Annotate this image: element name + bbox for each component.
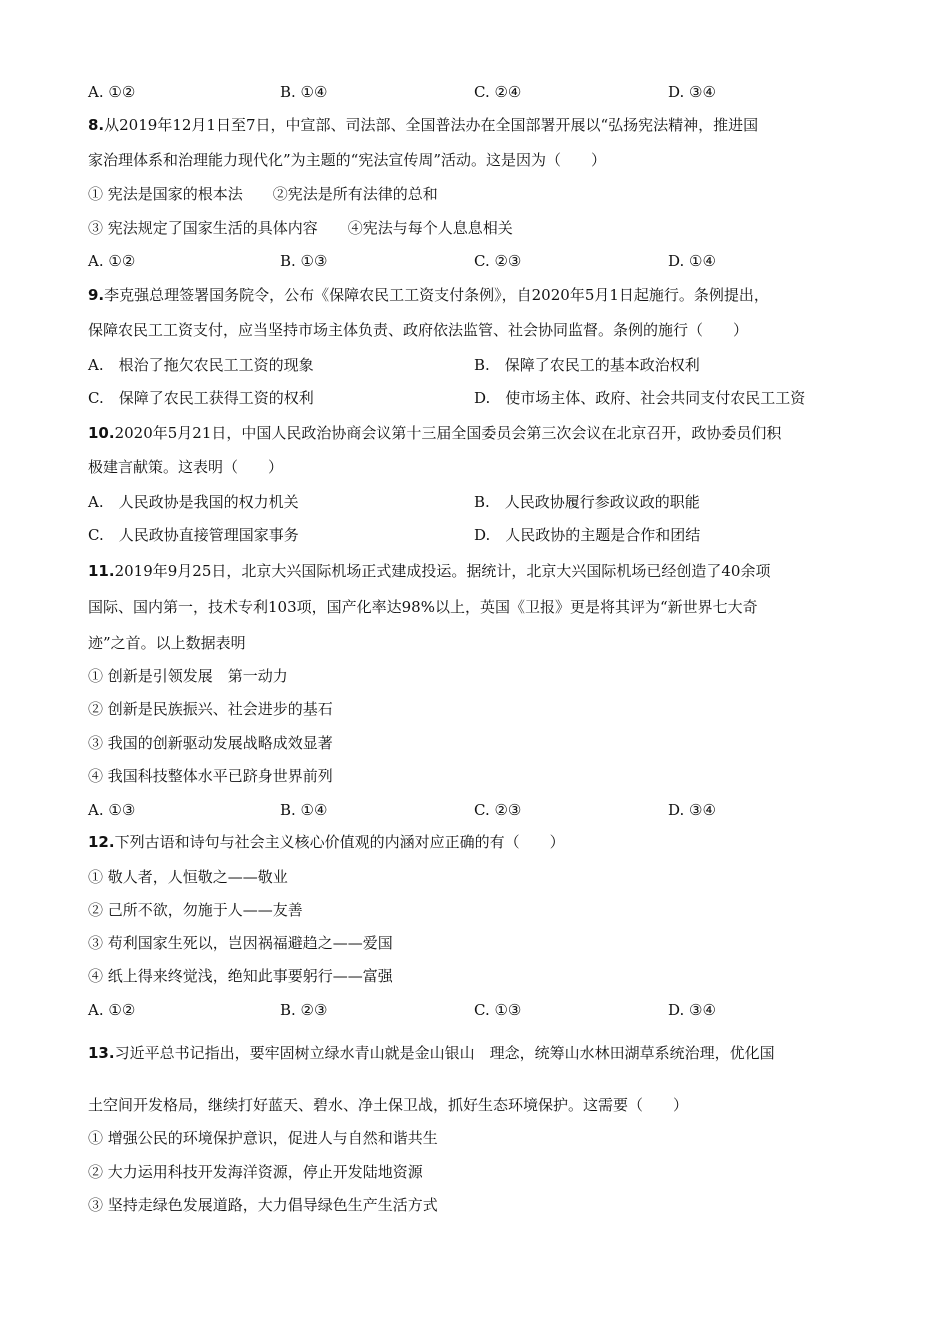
- q10-number: 10.: [88, 424, 115, 442]
- q13-stem-line1: 13.习近平总书记指出，要牢固树立绿水青山就是金山银山 理念，统筹山水林田湖草系统治理，优化国: [88, 1044, 775, 1062]
- q12-statement-3: ③ 苟利国家生死以，岂因祸福避趋之——爱国: [88, 934, 393, 952]
- q13-stem-line2: 土空间开发格局，继续打好蓝天、碧水、净土保卫战，抓好生态环境保护。这需要（ ）: [88, 1096, 689, 1114]
- q8-options: [88, 251, 868, 271]
- q7-options: [88, 82, 868, 102]
- q7-option-c: C. ②④: [474, 83, 522, 101]
- q8-number: 8.: [88, 116, 105, 134]
- q8-option-c: C. ②③: [474, 252, 522, 270]
- q10-option-c: C. 人民政协直接管理国家事务: [88, 526, 299, 544]
- q12-stem-line1: 12.下列古语和诗句与社会主义核心价值观的内涵对应正确的有（ ）: [88, 833, 565, 851]
- q12-statement-4: ④ 纸上得来终觉浅，绝知此事要躬行——富强: [88, 967, 393, 985]
- q12-option-b: B. ②③: [280, 1001, 328, 1019]
- q9-options-row2: [88, 388, 868, 408]
- q9-stem-line1: 9.李克强总理签署国务院令，公布《保障农民工工资支付条例》，自2020年5月1日起施行。条例提出，: [88, 286, 769, 304]
- q10-stem-line1: 10.2020年5月21日，中国人民政治协商会议第十三届全国委员会第三次会议在北京召开，政协委员们积: [88, 424, 782, 442]
- q8-statements-line1: ① 宪法是国家的根本法 ②宪法是所有法律的总和: [88, 185, 438, 203]
- q12-statement-2: ② 己所不欲，勿施于人——友善: [88, 901, 303, 919]
- q11-statement-3: ③ 我国的创新驱动发展战略成效显著: [88, 734, 333, 752]
- q13-statement-3: ③ 坚持走绿色发展道路，大力倡导绿色生产生活方式: [88, 1196, 438, 1214]
- q9-stem-line2: 保障农民工工资支付，应当坚持市场主体负责、政府依法监管、社会协同监督。条例的施行（ ）: [88, 321, 749, 339]
- q12-statement-1: ① 敬人者，人恒敬之——敬业: [88, 868, 288, 886]
- q12-option-d: D. ③④: [668, 1001, 716, 1019]
- q10-option-b: B. 人民政协履行参政议政的职能: [474, 493, 700, 511]
- q11-statement-4: ④ 我国科技整体水平已跻身世界前列: [88, 767, 333, 785]
- q13-number: 13.: [88, 1044, 115, 1062]
- q9-options-row1: [88, 355, 868, 375]
- q10-option-d: D. 人民政协的主题是合作和团结: [474, 526, 701, 544]
- q10-options-row1: [88, 492, 868, 512]
- q13-statement-1: ① 增强公民的环境保护意识，促进人与自然和谐共生: [88, 1129, 438, 1147]
- q11-option-b: B. ①④: [280, 801, 328, 819]
- q11-stem-line2: 国际、国内第一，技术专利103项，国产化率达98%以上，英国《卫报》更是将其评为“新世界七大奇: [88, 598, 758, 616]
- q12-number: 12.: [88, 833, 115, 851]
- q8-stem-line2: 家治理体系和治理能力现代化”为主题的“宪法宣传周”活动。这是因为（ ）: [88, 151, 607, 169]
- q12-options: [88, 1000, 868, 1020]
- q8-option-a: A. ①②: [88, 252, 136, 270]
- q9-option-b: B. 保障了农民工的基本政治权利: [474, 356, 700, 374]
- q11-options: [88, 800, 868, 820]
- q10-options-row2: [88, 525, 868, 545]
- q7-option-d: D. ③④: [668, 83, 716, 101]
- q11-stem-line3: 迹”之首。以上数据表明: [88, 634, 246, 652]
- q8-option-d: D. ①④: [668, 252, 716, 270]
- q13-statement-2: ② 大力运用科技开发海洋资源，停止开发陆地资源: [88, 1163, 423, 1181]
- q11-number: 11.: [88, 562, 115, 580]
- q11-statement-1: ① 创新是引领发展 第一动力: [88, 667, 288, 685]
- q9-option-a: A. 根治了拖欠农民工工资的现象: [88, 356, 314, 374]
- q11-stem-line1: 11.2019年9月25日，北京大兴国际机场正式建成投运。据统计，北京大兴国际机场已经创造了40余项: [88, 562, 771, 580]
- q8-statements-line2: ③ 宪法规定了国家生活的具体内容 ④宪法与每个人息息相关: [88, 219, 513, 237]
- q9-option-d: D. 使市场主体、政府、社会共同支付农民工工资: [474, 389, 806, 407]
- q8-stem-line1: 8.从2019年12月1日至7日，中宣部、司法部、全国普法办在全国部署开展以“弘扬宪法精神，推进国: [88, 116, 759, 134]
- q7-option-a: A. ①②: [88, 83, 136, 101]
- q12-option-c: C. ①③: [474, 1001, 522, 1019]
- q11-option-c: C. ②③: [474, 801, 522, 819]
- q12-option-a: A. ①②: [88, 1001, 136, 1019]
- q9-option-c: C. 保障了农民工获得工资的权利: [88, 389, 314, 407]
- q11-option-d: D. ③④: [668, 801, 716, 819]
- q8-option-b: B. ①③: [280, 252, 328, 270]
- q7-option-b: B. ①④: [280, 83, 328, 101]
- q11-option-a: A. ①③: [88, 801, 136, 819]
- q9-number: 9.: [88, 286, 105, 304]
- q10-stem-line2: 极建言献策。这表明（ ）: [88, 458, 284, 476]
- q11-statement-2: ② 创新是民族振兴、社会进步的基石: [88, 700, 333, 718]
- q10-option-a: A. 人民政协是我国的权力机关: [88, 493, 299, 511]
